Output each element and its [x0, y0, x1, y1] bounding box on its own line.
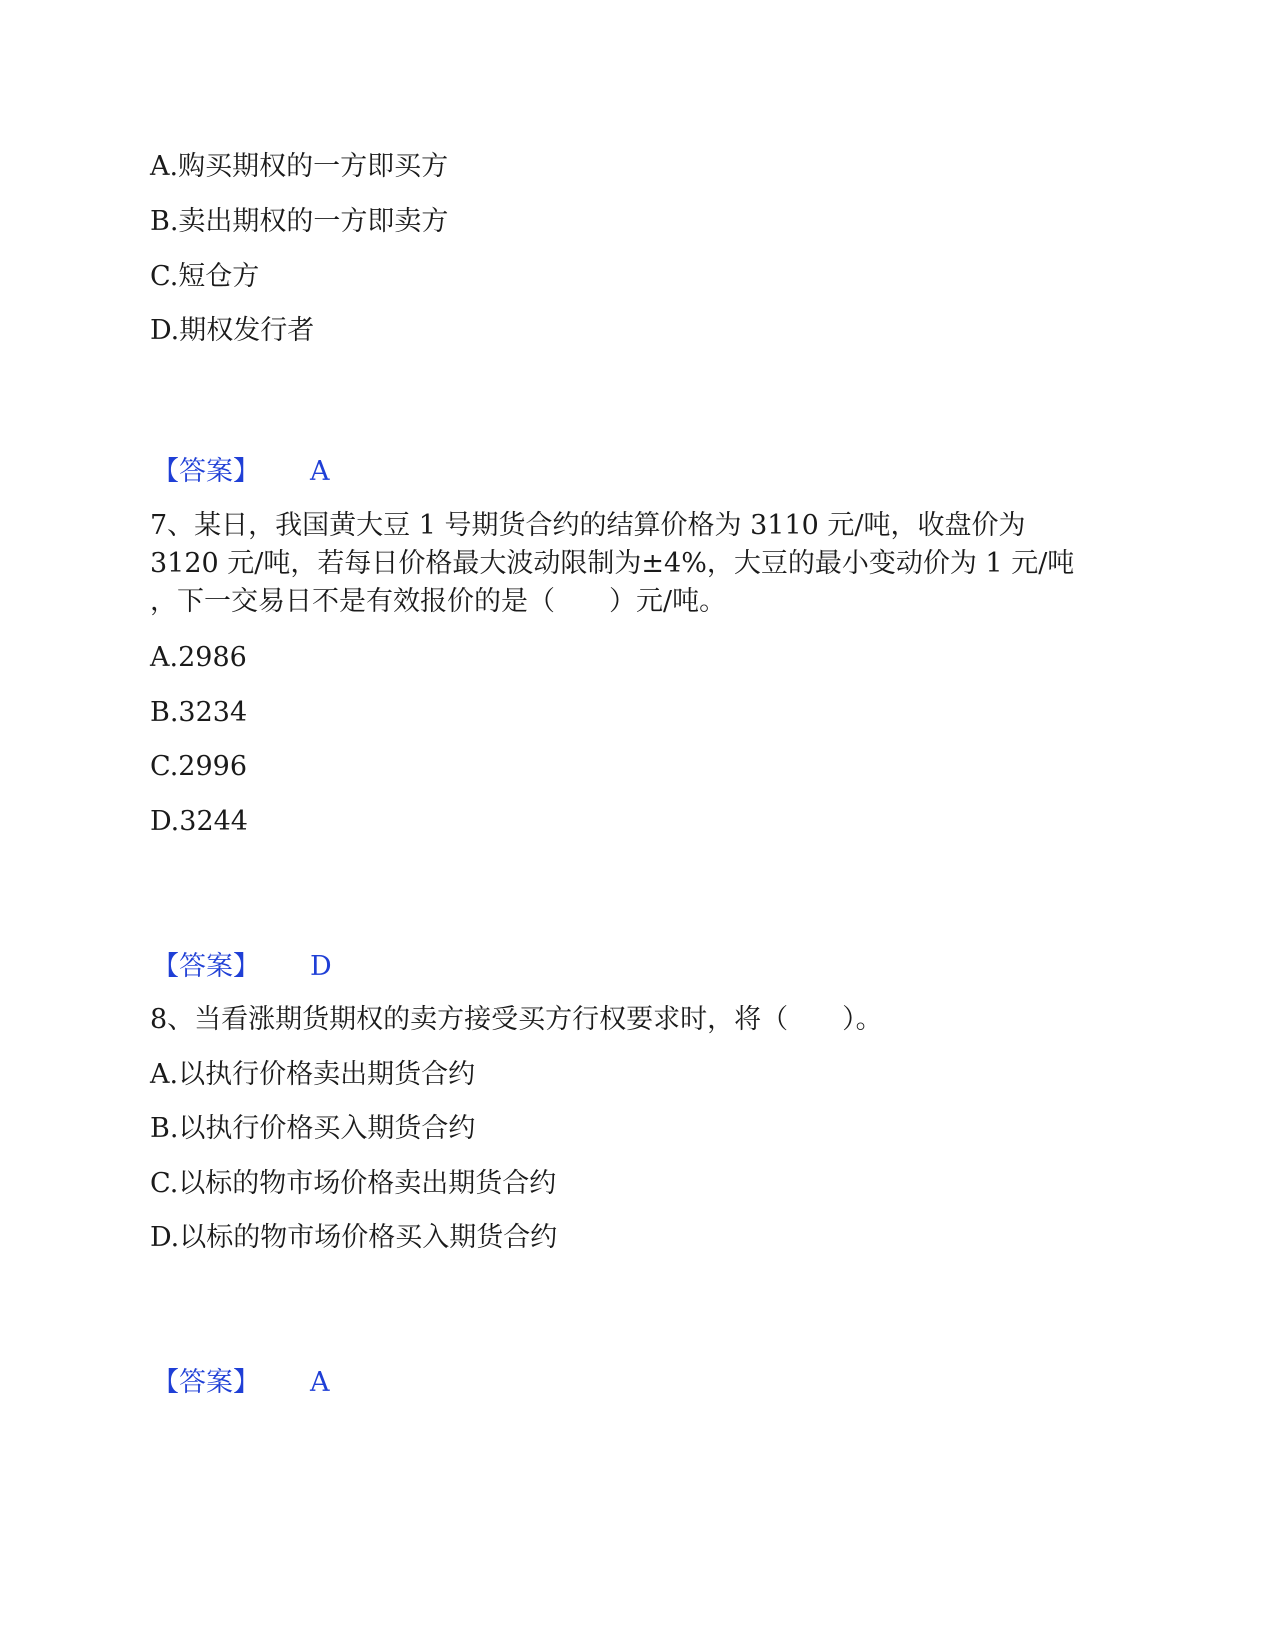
q7-answer-value: D	[310, 951, 332, 982]
q8-answer-label: 【答案】	[152, 1367, 260, 1398]
q7-stem-line-2: 3120 元/吨，若每日价格最大波动限制为±4%，大豆的最小变动价为 1 元/吨	[150, 548, 1075, 579]
q7-answer-label: 【答案】	[152, 951, 260, 982]
q7-option-d: D.3244	[150, 806, 248, 837]
q6-answer-label: 【答案】	[152, 456, 260, 487]
q6-answer-value: A	[310, 456, 330, 487]
q8-option-c: C.以标的物市场价格卖出期货合约	[150, 1168, 557, 1199]
q8-option-d: D.以标的物市场价格买入期货合约	[150, 1222, 558, 1253]
q8-answer-value: A	[310, 1367, 330, 1398]
q7-answer	[152, 950, 332, 984]
q6-option-d: D.期权发行者	[150, 315, 315, 346]
q6-option-b: B.卖出期权的一方即卖方	[150, 206, 449, 237]
q8-stem-line-1: 8、当看涨期货期权的卖方接受买方行权要求时，将（ ）。	[150, 1004, 883, 1035]
q6-option-c: C.短仓方	[150, 261, 260, 292]
q7-stem-line-3: ，下一交易日不是有效报价的是（ ）元/吨。	[150, 586, 727, 617]
q8-option-b: B.以执行价格买入期货合约	[150, 1113, 476, 1144]
q7-option-b: B.3234	[150, 697, 248, 728]
q7-option-a: A.2986	[150, 642, 247, 673]
q8-option-a: A.以执行价格卖出期货合约	[150, 1059, 476, 1090]
q7-option-c: C.2996	[150, 751, 247, 782]
q7-stem-line-1: 7、某日，我国黄大豆 1 号期货合约的结算价格为 3110 元/吨，收盘价为	[150, 510, 1026, 541]
q8-answer	[152, 1366, 330, 1400]
q6-answer	[152, 455, 330, 489]
q6-option-a: A.购买期权的一方即买方	[150, 151, 449, 182]
